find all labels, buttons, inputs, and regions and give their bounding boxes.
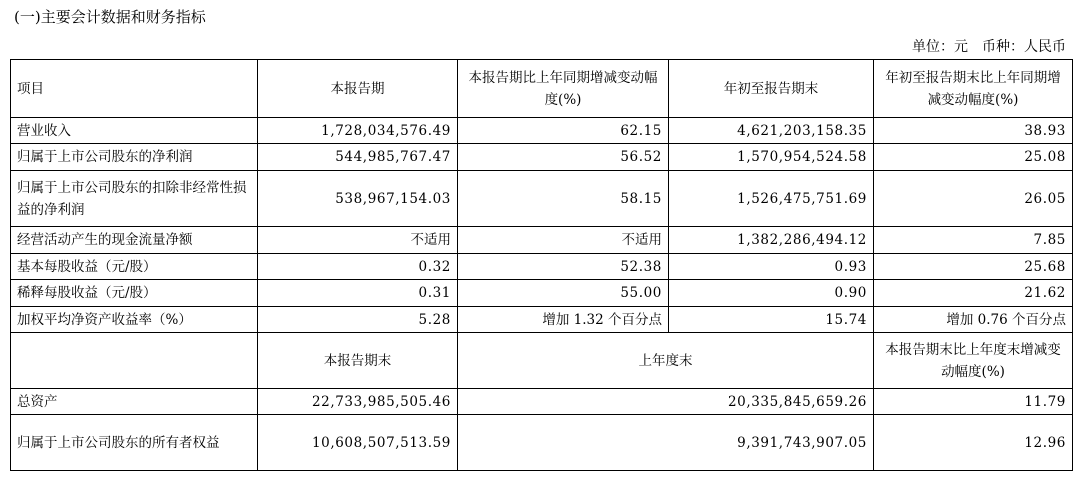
row-current: 538,967,154.03 — [258, 171, 458, 227]
row-item: 归属于上市公司股东的所有者权益 — [11, 415, 258, 471]
table-row — [11, 389, 1073, 415]
row-prior-year-end: 9,391,743,907.05 — [458, 415, 874, 471]
table-row — [11, 171, 1073, 227]
row-ytd-change: 26.05 — [874, 171, 1073, 227]
row-ytd: 1,526,475,751.69 — [669, 171, 874, 227]
row-ytd-change: 21.62 — [874, 280, 1073, 307]
table-row — [11, 227, 1073, 254]
row-period-end: 10,608,507,513.59 — [258, 415, 458, 471]
row-ytd-change: 25.68 — [874, 254, 1073, 280]
table-row — [11, 415, 1073, 471]
row-current: 不适用 — [258, 227, 458, 254]
table-header-row — [11, 60, 1073, 118]
table-row — [11, 254, 1073, 280]
row-current: 1,728,034,576.49 — [258, 118, 458, 144]
row-current-change: 58.15 — [458, 171, 669, 227]
header2-prior-year-end: 上年度末 — [458, 333, 874, 389]
row-current: 5.28 — [258, 307, 458, 333]
row-ytd-change: 25.08 — [874, 144, 1073, 171]
row-current: 0.32 — [258, 254, 458, 280]
header2-change: 本报告期末比上年度末增减变动幅度(%) — [874, 333, 1073, 389]
row-current-change: 56.52 — [458, 144, 669, 171]
table-row — [11, 144, 1073, 171]
table-row — [11, 118, 1073, 144]
row-current-change: 不适用 — [458, 227, 669, 254]
header-ytd-change: 年初至报告期末比上年同期增减变动幅度(%) — [874, 60, 1073, 118]
row-change: 12.96 — [874, 415, 1073, 471]
table-row — [11, 307, 1073, 333]
row-current-change: 增加 1.32 个百分点 — [458, 307, 669, 333]
row-ytd-change: 7.85 — [874, 227, 1073, 254]
row-ytd: 4,621,203,158.35 — [669, 118, 874, 144]
header2-period-end: 本报告期末 — [258, 333, 458, 389]
section-heading: (一)主要会计数据和财务指标 — [14, 8, 206, 26]
row-period-end: 22,733,985,505.46 — [258, 389, 458, 415]
row-current: 544,985,767.47 — [258, 144, 458, 171]
row-prior-year-end: 20,335,845,659.26 — [458, 389, 874, 415]
row-ytd: 15.74 — [669, 307, 874, 333]
row-current-change: 55.00 — [458, 280, 669, 307]
header-ytd: 年初至报告期末 — [669, 60, 874, 118]
row-change: 11.79 — [874, 389, 1073, 415]
row-item: 总资产 — [11, 389, 258, 415]
header2-empty — [11, 333, 258, 389]
row-item: 加权平均净资产收益率（%） — [11, 307, 258, 333]
row-item: 营业收入 — [11, 118, 258, 144]
row-ytd: 1,382,286,494.12 — [669, 227, 874, 254]
row-current-change: 62.15 — [458, 118, 669, 144]
financial-indicators-table — [10, 59, 1073, 471]
row-current: 0.31 — [258, 280, 458, 307]
row-ytd-change: 38.93 — [874, 118, 1073, 144]
row-current-change: 52.38 — [458, 254, 669, 280]
row-item: 经营活动产生的现金流量净额 — [11, 227, 258, 254]
unit-currency-note: 单位：元 币种：人民币 — [912, 39, 1066, 55]
row-item: 稀释每股收益（元/股） — [11, 280, 258, 307]
row-item: 归属于上市公司股东的扣除非经常性损益的净利润 — [11, 171, 258, 227]
header-current-period: 本报告期 — [258, 60, 458, 118]
row-ytd: 1,570,954,524.58 — [669, 144, 874, 171]
row-ytd: 0.90 — [669, 280, 874, 307]
header-item: 项目 — [11, 60, 258, 118]
table-row — [11, 280, 1073, 307]
row-ytd-change: 增加 0.76 个百分点 — [874, 307, 1073, 333]
row-item: 基本每股收益（元/股） — [11, 254, 258, 280]
header-current-change: 本报告期比上年同期增减变动幅度(%) — [458, 60, 669, 118]
table-header-row-2 — [11, 333, 1073, 389]
row-ytd: 0.93 — [669, 254, 874, 280]
row-item: 归属于上市公司股东的净利润 — [11, 144, 258, 171]
